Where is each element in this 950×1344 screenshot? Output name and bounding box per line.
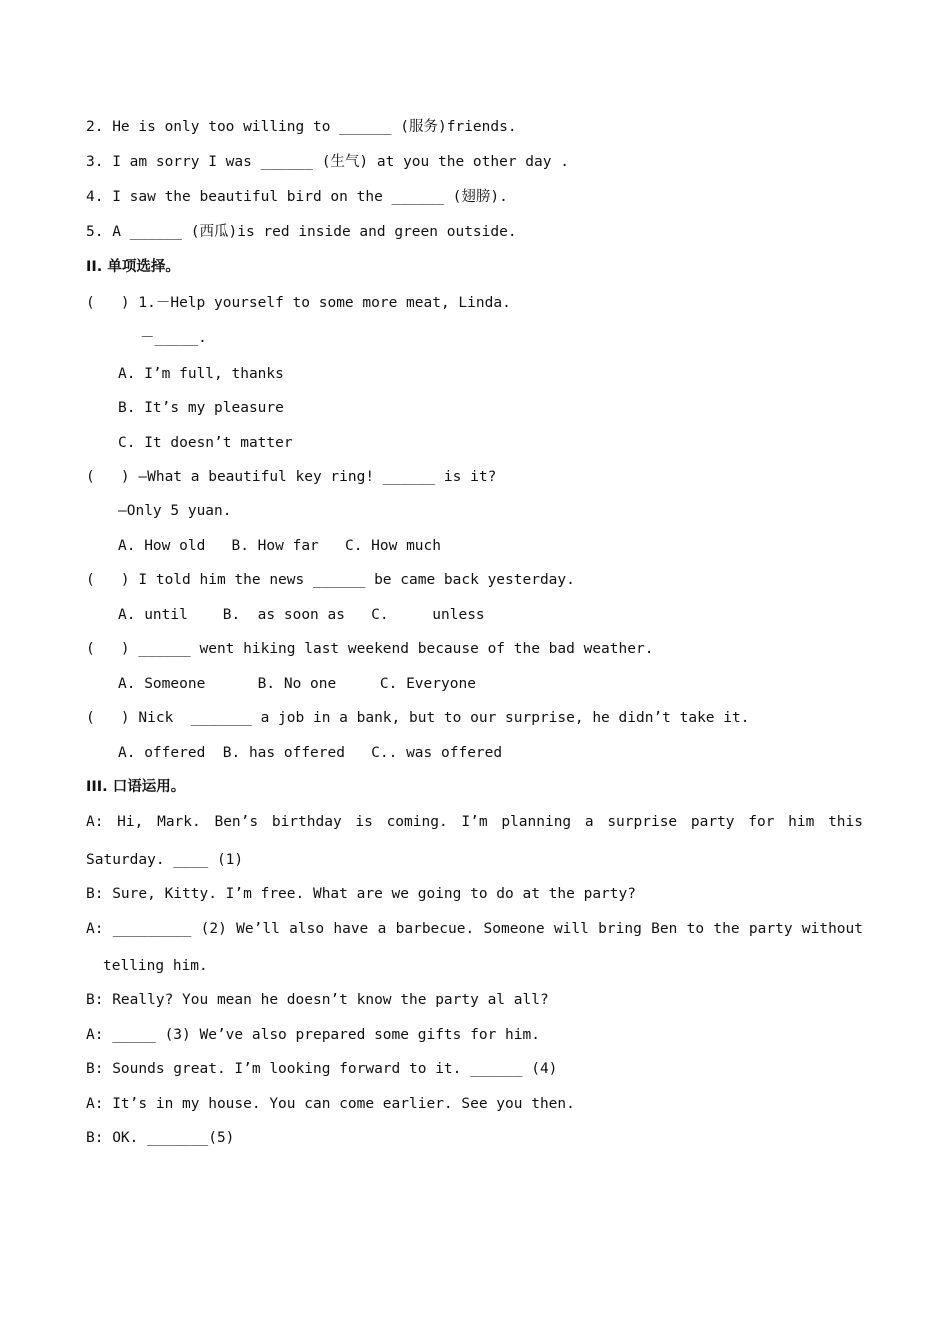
fill-blank-item-2: 2. He is only too willing to ______ (服务)friends. xyxy=(86,119,517,135)
dialogue-line-a2: A: _________ (2) We’ll also have a barbecue. Someone will bring Ben to the party without xyxy=(86,921,863,937)
dialogue-line-b1: B: Sure, Kitty. I’m free. What are we going to do at the party? xyxy=(86,886,636,902)
fill-blank-item-5: 5. A ______ (西瓜)is red inside and green outside. xyxy=(86,224,517,240)
mc-question-2: ( ) —What a beautiful key ring! ______ is it? xyxy=(86,469,497,485)
dialogue-line-b4: B: OK. _______(5) xyxy=(86,1130,235,1146)
mc-option: A. I’m full, thanks xyxy=(118,366,284,382)
dialogue-line-a3: A: _____ (3) We’ve also prepared some gifts for him. xyxy=(86,1027,540,1043)
mc-option: C. It doesn’t matter xyxy=(118,435,293,451)
mc-question-4: ( ) ______ went hiking last weekend because of the bad weather. xyxy=(86,641,654,657)
mc-options: A. until B. as soon as C. unless xyxy=(118,607,485,623)
mc-question-1-response: －_____. xyxy=(140,330,207,346)
mc-options: A. Someone B. No one C. Everyone xyxy=(118,676,476,692)
dialogue-line-a2-cont: telling him. xyxy=(103,958,208,974)
mc-question-3: ( ) I told him the news ______ be came back yesterday. xyxy=(86,572,575,588)
mc-question-2-response: —Only 5 yuan. xyxy=(118,503,232,519)
dialogue-line-a1-cont: Saturday. ____ (1) xyxy=(86,852,244,868)
mc-options: A. offered B. has offered C.. was offered xyxy=(118,745,503,761)
section-heading-multiple-choice: II. 单项选择。 xyxy=(86,259,180,275)
mc-options: A. How old B. How far C. How much xyxy=(118,538,442,554)
mc-question-5: ( ) Nick _______ a job in a bank, but to our surprise, he didn’t take it. xyxy=(86,710,750,726)
dialogue-line-b3: B: Sounds great. I’m looking forward to it. ______ (4) xyxy=(86,1061,558,1077)
dialogue-line-a1: A: Hi, Mark. Ben’s birthday is coming. I’m planning a surprise party for him this xyxy=(86,814,863,830)
dialogue-line-b2: B: Really? You mean he doesn’t know the party al all? xyxy=(86,992,549,1008)
mc-option: B. It’s my pleasure xyxy=(118,400,284,416)
fill-blank-item-4: 4. I saw the beautiful bird on the ______ (翅膀). xyxy=(86,189,508,205)
dialogue-line-a4: A: It’s in my house. You can come earlier. See you then. xyxy=(86,1096,575,1112)
section-heading-oral-use: III. 口语运用。 xyxy=(86,779,186,795)
mc-question-1: ( ) 1.－Help yourself to some more meat, Linda. xyxy=(86,295,511,311)
fill-blank-item-3: 3. I am sorry I was ______ (生气) at you the other day . xyxy=(86,154,569,170)
